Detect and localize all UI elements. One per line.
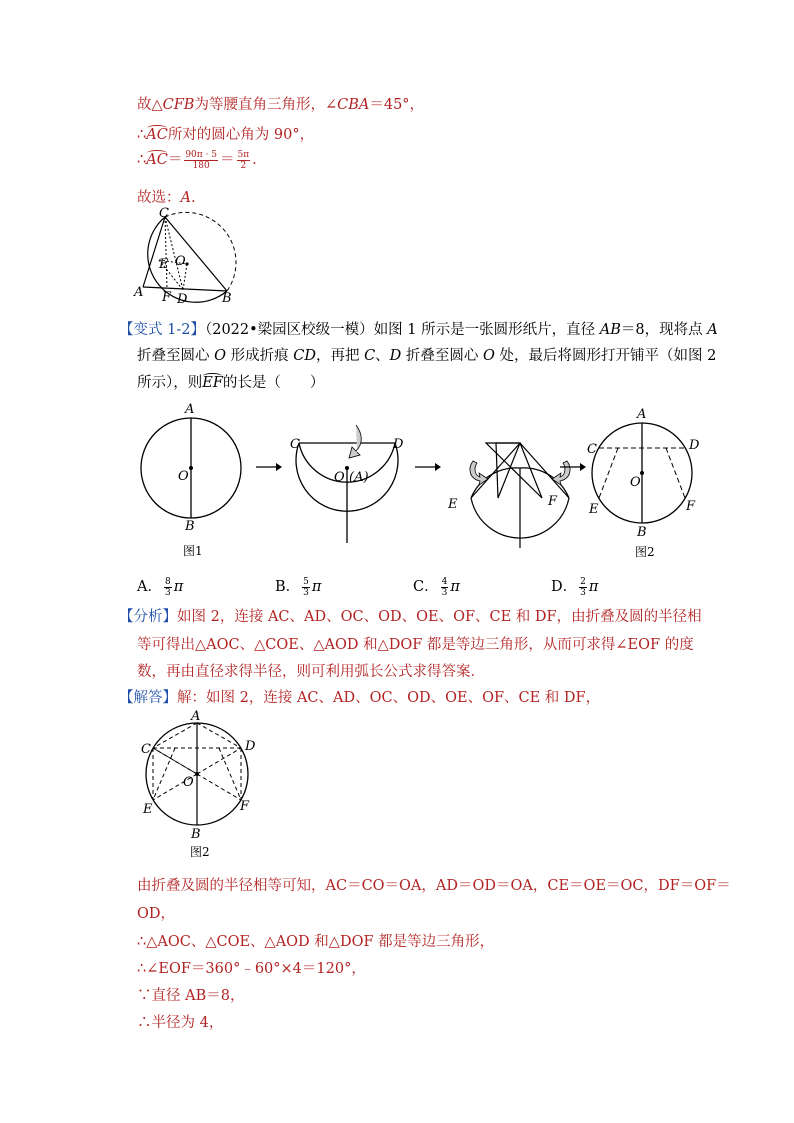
arrow-icon [256,463,282,471]
step-line-2: OD， [137,906,176,922]
svg-text:F: F [686,499,696,514]
folding-figures [130,403,720,568]
solution-line-4: 故选：A. [137,190,196,206]
arrow-icon [415,463,441,471]
svg-text:B: B [191,827,201,842]
figure-step-2 [290,425,404,543]
figure-step-3 [447,443,570,548]
problem-line-2: 折叠至圆心 O 形成折痕 CD，再把 C、D 折叠至圆心 O 处，最后将圆形打开铺平（如图 2 [137,348,717,364]
fraction: $\frac{90\pi \cdot 5}{180}$ [185,149,217,171]
geometry-figure-2-detailed [137,710,267,860]
solution-line-3: ∴AC＝ $\frac{90\pi \cdot 5}{180}$ ＝ $\frac{5\pi}{2}$ . [137,149,257,171]
geometry-figure-circle-triangle [130,208,270,308]
svg-text:B: B [185,519,195,534]
svg-text:A: A [637,407,647,422]
curved-arrow-icon [349,425,361,458]
figure-caption-2: 图2 [635,545,655,559]
choice-b[interactable]: B． $\frac{5}{3}$ π [275,576,322,598]
svg-text:O: O [630,475,641,490]
choice-c[interactable]: C． $\frac{4}{3}$ π [413,576,460,598]
svg-text:F: F [548,494,558,509]
svg-text:O: O [183,775,194,790]
svg-text:O: O [178,469,189,484]
figure-2 [587,407,700,559]
figure-1 [141,402,241,558]
svg-text:C: C [587,442,597,457]
point-label-b: B [222,291,232,306]
point-label-c: C [159,206,169,221]
svg-text:A: A [185,402,195,417]
svg-text:A: A [191,709,201,724]
svg-text:E: E [589,502,599,517]
svg-text:D: D [393,437,404,452]
choice-d[interactable]: D． $\frac{2}{3}$ π [551,576,599,598]
point-label-o: O [175,254,186,269]
svg-text:F: F [240,799,250,814]
svg-text:C: C [290,437,300,452]
step-line-4: ∴∠EOF＝360°﹣60°×4＝120°， [137,961,366,977]
choice-a[interactable]: A． $\frac{8}{3}$ π [137,576,184,598]
svg-text:E: E [448,497,458,512]
problem-line-1: 【变式 1-2】（2022•梁园区校级一模）如图 1 所示是一张圆形纸片，直径 AB＝8，现将点 A [119,322,718,338]
point-label-d: D [177,292,188,307]
svg-text:B: B [637,525,647,540]
svg-text:E: E [143,802,153,817]
figure-caption-1: 图1 [183,544,203,558]
problem-line-3: 所示），则EF的长是（ ） [137,375,325,391]
step-line-6: ∴半径为 4， [137,1015,224,1031]
answer-line-1: 【解答】解：如图 2，连接 AC、AD、OC、OD、OE、OF、CE 和 DF， [119,690,601,706]
svg-text:O: O [334,470,345,485]
svg-text:C: C [141,742,151,757]
svg-text:(A): (A) [349,470,369,485]
step-line-3: ∴△AOC、△COE、△AOD 和△DOF 都是等边三角形， [137,934,495,950]
step-line-5: ∵直径 AB＝8， [137,988,245,1004]
figure-caption-3: 图2 [190,845,210,859]
analysis-line-1: 【分析】如图 2，连接 AC、AD、OC、OD、OE、OF、CE 和 DF，由折叠及圆的半径相 [119,609,702,625]
svg-text:D: D [245,739,256,754]
problem-tag: 【变式 1-2】 [119,322,205,338]
analysis-line-3: 数，再由直径求得半径，则可利用弧长公式求得答案． [137,664,485,680]
point-label-e: E [159,257,169,272]
point-label-a: A [134,285,144,300]
answer-tag: 【解答】 [119,690,177,706]
fraction: $\frac{5\pi}{2}$ [237,149,250,171]
solution-line-2: ∴AC所对的圆心角为 90°， [137,127,315,143]
analysis-tag: 【分析】 [119,609,177,625]
step-line-1: 由折叠及圆的半径相等可知，AC＝CO＝OA，AD＝OD＝OA，CE＝OE＝OC，DF＝OF＝ [137,878,731,894]
solution-line-1: 故△CFB为等腰直角三角形，∠CBA＝45°， [137,97,425,113]
svg-text:D: D [689,438,700,453]
analysis-line-2: 等可得出△AOC、△COE、△AOD 和△DOF 都是等边三角形，从而可求得∠EOF 的度 [137,637,694,653]
point-label-f: F [162,290,172,305]
